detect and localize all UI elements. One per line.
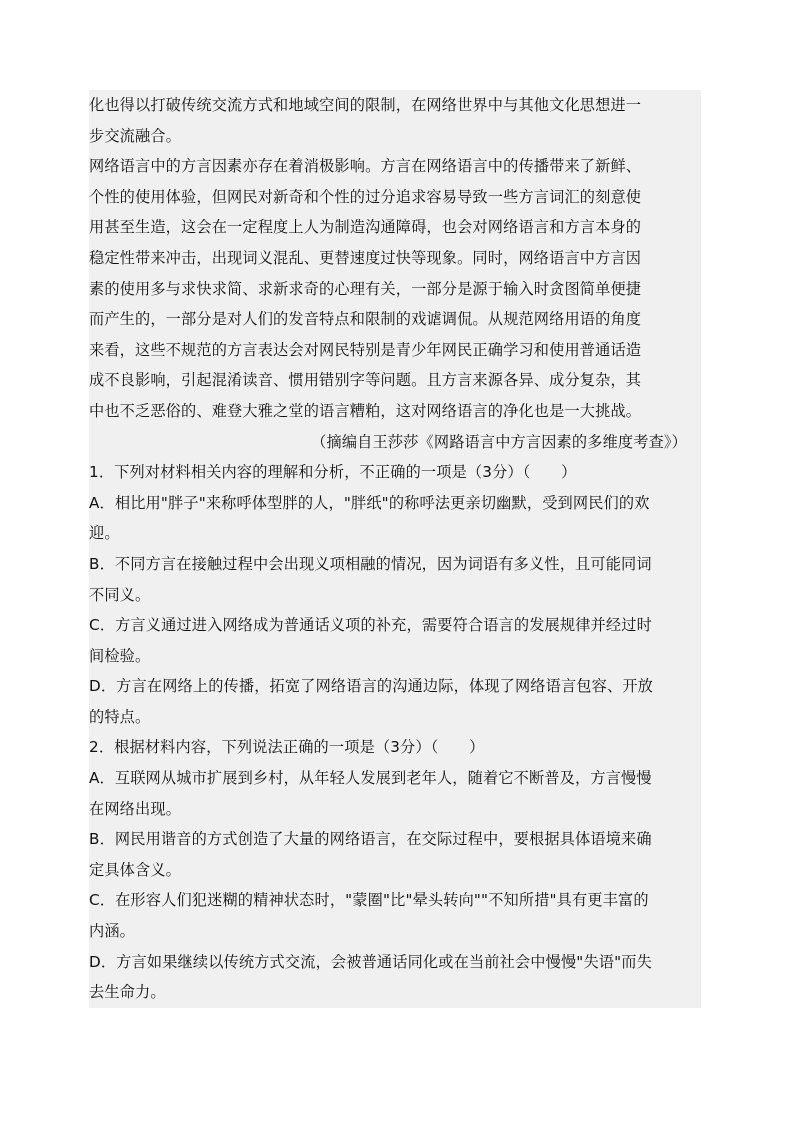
question-2-stem: 2．根据材料内容，下列说法正确的一项是（3分）（ ）	[89, 738, 485, 757]
question-2-option-a-cont: 在网络出现。	[89, 799, 182, 818]
question-2-option-c: C．在形容人们犯迷糊的精神状态时，"蒙圈"比"晕头转向""不知所措"具有更丰富的	[89, 891, 649, 910]
source-citation: （摘编自王莎莎《网路语言中方言因素的多维度考查》）	[311, 432, 687, 451]
question-1-option-d-cont: 的特点。	[89, 707, 151, 726]
question-1-option-c-cont: 间检验。	[89, 646, 151, 665]
question-2-option-d-cont: 去生命力。	[89, 983, 166, 1002]
passage-block	[89, 90, 701, 1008]
question-1-option-d: D．方言在网络上的传播，拓宽了网络语言的沟通边际，体现了网络语言包容、开放	[89, 677, 653, 696]
text-line: 步交流融合。	[89, 126, 182, 145]
text-line: 而产生的，一部分是对人们的发音特点和限制的戏谑调侃。从规范网络用语的角度	[89, 310, 642, 329]
text-line: 稳定性带来冲击，出现词义混乱、更替速度过快等现象。同时，网络语言中方言因	[89, 248, 642, 267]
question-1-option-a-cont: 迎。	[89, 524, 120, 543]
question-1-option-a: A．相比用"胖子"来称呼体型胖的人，"胖纸"的称呼法更亲切幽默，受到网民们的欢	[89, 493, 650, 512]
text-line: 个性的使用体验，但网民对新奇和个性的过分追求容易导致一些方言词汇的刻意使	[89, 187, 642, 206]
question-2-option-b-cont: 定具体含义。	[89, 860, 182, 879]
text-line: 成不良影响，引起混淆读音、惯用错别字等问题。且方言来源各异、成分复杂，其	[89, 371, 642, 390]
question-1-option-c: C．方言义通过进入网络成为普通话义项的补充，需要符合语言的发展规律并经过时	[89, 616, 652, 635]
text-line: 中也不乏恶俗的、难登大雅之堂的语言糟粕，这对网络语言的净化也是一大挑战。	[89, 401, 642, 420]
question-2-option-a: A．互联网从城市扩展到乡村，从年轻人发展到老年人，随着它不断普及，方言慢慢	[89, 769, 652, 788]
question-2-option-d: D．方言如果继续以传统方式交流，会被普通话同化或在当前社会中慢慢"失语"而失	[89, 952, 652, 971]
question-1-option-b-cont: 不同义。	[89, 585, 151, 604]
text-line: 化也得以打破传统交流方式和地域空间的限制，在网络世界中与其他文化思想进一	[89, 96, 642, 114]
question-1-stem: 1．下列对材料相关内容的理解和分析，不正确的一项是（3分）（ ）	[89, 463, 577, 482]
text-line: 素的使用多与求快求简、求新求奇的心理有关，一部分是源于输入时贪图简单便捷	[89, 279, 642, 298]
question-2-option-c-cont: 内涵。	[89, 922, 136, 941]
text-line: 网络语言中的方言因素亦存在着消极影响。方言在网络语言中的传播带来了新鲜、	[89, 157, 642, 176]
question-2-option-b: B．网民用谐音的方式创造了大量的网络语言，在交际过程中，要根据具体语境来确	[89, 830, 652, 849]
text-line: 用甚至生造，这会在一定程度上人为制造沟通障碍，也会对网络语言和方言本身的	[89, 218, 642, 237]
text-line: 来看，这些不规范的方言表达会对网民特别是青少年网民正确学习和使用普通话造	[89, 340, 642, 359]
question-1-option-b: B．不同方言在接触过程中会出现义项相融的情况，因为词语有多义性，且可能同词	[89, 554, 652, 573]
